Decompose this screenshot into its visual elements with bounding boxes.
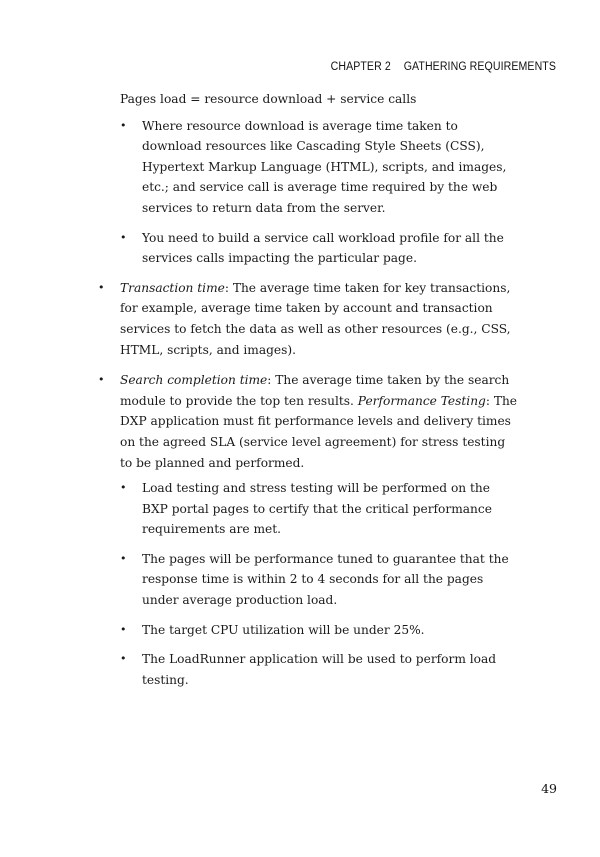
chapter-label: CHAPTER 2: [330, 61, 391, 73]
sub-bullet-list-2: [120, 478, 518, 690]
list-item: • Load testing and stress testing will be performed on the BXP portal pages to certify that the critical performance requirements are met.: [120, 478, 518, 540]
term-search-completion-time: Search completion time: [120, 373, 268, 388]
term-transaction-time: Transaction time: [120, 280, 225, 295]
term-performance-testing: Performance Testing: [357, 393, 486, 408]
list-item: • The pages will be performance tuned to guarantee that the response time is within 2 to 4 seconds for all the pages under average production load.: [120, 549, 518, 611]
page-body: [98, 89, 518, 700]
running-header: [331, 61, 556, 73]
search-text-1: : The average time taken by the search module to provide the top ten results.: [120, 373, 510, 408]
list-item: • You need to build a service call workload profile for all the services calls impacting the particular page.: [120, 228, 518, 269]
bullet-search-completion-time: [98, 370, 518, 690]
bullet-transaction-time: [98, 278, 518, 360]
transaction-time-text: : The average time taken for key transactions, for example, average time taken by account and transaction services to fetch the data as well as other resources (e.g., CSS, HTML, scripts, and images).: [120, 280, 511, 357]
bullet-list: [98, 278, 518, 691]
list-item: • The LoadRunner application will be used to perform load testing.: [120, 649, 518, 690]
chapter-title: GATHERING REQUIREMENTS: [403, 61, 556, 73]
sub-bullet-list-1: [98, 116, 518, 269]
list-item: • The target CPU utilization will be under 25%.: [120, 620, 518, 641]
search-text-2: : The DXP application must fit performance levels and delivery times on the agreed SLA (service level agreement) for stress testing to be planned and performed.: [120, 393, 518, 470]
list-item: • Where resource download is average time taken to download resources like Cascading Style Sheets (CSS), Hypertext Markup Language (HTML), scripts, and images, etc.; and service call is average time required by the web services to return data from the server.: [120, 116, 518, 219]
page-number: 49: [541, 781, 557, 796]
formula-line: Pages load = resource download + service calls: [120, 92, 417, 106]
